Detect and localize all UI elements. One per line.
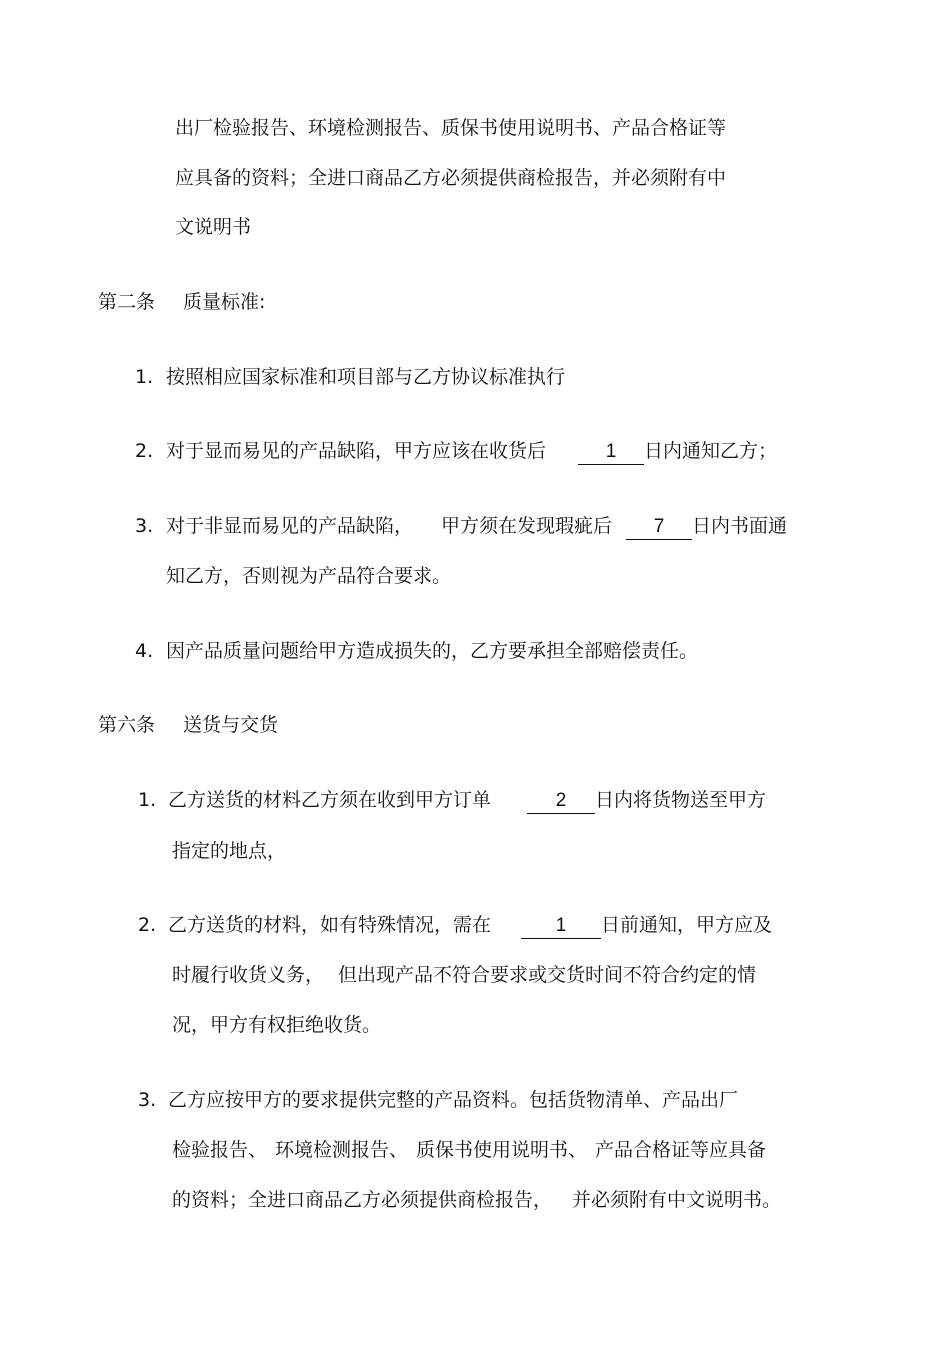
intro-line-2: 应具备的资料；全进口商品乙方必须提供商检报告，并必须附有中 bbox=[175, 167, 727, 189]
intro-line-1: 出厂检验报告、环境检测报告、质保书使用说明书、产品合格证等 bbox=[175, 117, 727, 139]
article-2-item-3-text: 对于非显而易见的产品缺陷， 甲方须在发现瑕疵后 7 日内书面通 bbox=[166, 513, 787, 539]
article-6-item-2-cont-2: 况，甲方有权拒绝收货。 bbox=[172, 1014, 382, 1036]
fill-blank-days: 2 bbox=[527, 789, 595, 814]
article-6-item-2-cont-1: 时履行收货义务， 但出现产品不符合要求或交货时间不符合约定的情 bbox=[172, 964, 757, 986]
article-6-heading bbox=[98, 712, 278, 738]
article-2-number: 第二条 bbox=[98, 291, 156, 313]
article-2-title: 质量标准: bbox=[183, 291, 266, 313]
article-6-item-1-text: 乙方送货的材料乙方须在收到甲方订单 2 日内将货物送至甲方 bbox=[168, 787, 766, 813]
article-6-item-1-cont: 指定的地点， bbox=[172, 840, 287, 862]
article-2-item-1-text: 按照相应国家标准和项目部与乙方协议标准执行 bbox=[166, 366, 566, 388]
fill-blank-days: 1 bbox=[578, 440, 644, 465]
article-2-item-2-text: 对于显而易见的产品缺陷，甲方应该在收货后 1 日内通知乙方； bbox=[166, 438, 777, 464]
article-6-number: 第六条 bbox=[98, 714, 156, 736]
fill-blank-days: 7 bbox=[626, 515, 692, 540]
article-6-item-3-cont-2: 的资料；全进口商品乙方必须提供商检报告， 并必须附有中文说明书。 bbox=[172, 1189, 782, 1211]
article-2-item-4-text: 因产品质量问题给甲方造成损失的，乙方要承担全部赔偿责任。 bbox=[166, 640, 699, 662]
intro-line-3: 文说明书 bbox=[175, 216, 252, 238]
article-2-item-3-number: 3. bbox=[135, 515, 154, 537]
article-6-item-3-cont-1: 检验报告、 环境检测报告、 质保书使用说明书、 产品合格证等应具备 bbox=[172, 1139, 767, 1161]
fill-blank-days: 1 bbox=[521, 914, 601, 939]
article-2-heading bbox=[98, 289, 265, 315]
article-6-item-3-text: 乙方应按甲方的要求提供完整的产品资料。包括货物清单、产品出厂 bbox=[168, 1089, 739, 1111]
article-6-item-3-number: 3. bbox=[138, 1089, 157, 1111]
article-2-item-3-cont: 知乙方，否则视为产品符合要求。 bbox=[166, 565, 452, 587]
article-2-item-1-number: 1. bbox=[135, 366, 154, 388]
article-6-item-2-number: 2. bbox=[138, 914, 157, 936]
article-6-item-1-number: 1. bbox=[138, 789, 157, 811]
article-6-item-2-text: 乙方送货的材料，如有特殊情况，需在 1 日前通知，甲方应及 bbox=[168, 912, 772, 938]
article-2-item-4-number: 4. bbox=[135, 640, 154, 662]
article-2-item-2-number: 2. bbox=[135, 440, 154, 462]
article-6-title: 送货与交货 bbox=[183, 714, 279, 736]
